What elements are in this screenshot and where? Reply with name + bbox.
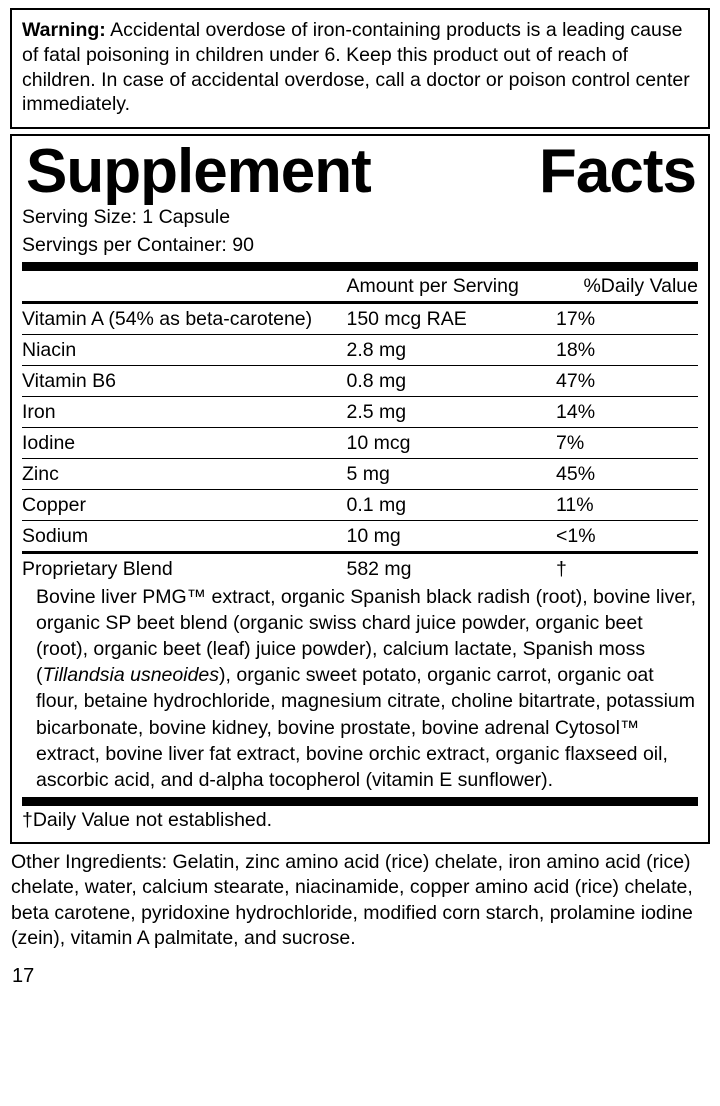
page-number: 17 — [12, 965, 35, 988]
supplement-facts-title-left: Supplement — [26, 137, 371, 206]
blend-name: Proprietary Blend — [22, 557, 173, 580]
daily-value-note: †Daily Value not established. — [22, 808, 273, 831]
table-row — [22, 365, 698, 396]
blend-description-italic: Tillandsia usneoides — [42, 664, 220, 687]
nutrient-rows — [22, 304, 698, 551]
divider-thick-bottom — [22, 797, 698, 806]
table-row — [22, 554, 698, 584]
table-row — [22, 396, 698, 427]
header-nutrient — [22, 271, 346, 301]
supplement-facts-title-right: Facts — [539, 137, 696, 206]
nutrient-dv: 18% — [556, 334, 698, 365]
warning-box — [10, 8, 710, 129]
nutrition-table — [22, 271, 698, 301]
table-row — [22, 489, 698, 520]
divider-thick-top — [22, 262, 698, 271]
nutrient-amount: 0.1 mg — [346, 489, 556, 520]
nutrient-dv: 17% — [556, 307, 596, 330]
nutrient-amount: 2.8 mg — [346, 334, 556, 365]
table-row — [22, 427, 698, 458]
nutrient-name: Sodium — [22, 520, 346, 551]
nutrient-dv: 11% — [556, 489, 698, 520]
other-ingredients: Other Ingredients: Gelatin, zinc amino acid (rice) chelate, iron amino acid (rice) chelate, water, calcium stearate, niacinamide, copper amino acid (rice) chelate, beta carotene, pyridoxine hydrochloride, modified corn starch, prolamine iodine (zein), vitamin A palmitate, and sucrose. — [11, 850, 693, 949]
table-row — [22, 304, 698, 335]
nutrient-name: Iodine — [22, 427, 346, 458]
nutrient-amount: 150 mcg RAE — [346, 307, 467, 330]
nutrient-dv: 47% — [556, 365, 698, 396]
nutrient-dv: 7% — [556, 427, 698, 458]
nutrient-name: Iron — [22, 396, 346, 427]
nutrient-dv: 14% — [556, 396, 698, 427]
header-amount-per-serving: Amount per Serving — [346, 274, 519, 297]
nutrient-name: Vitamin B6 — [22, 365, 346, 396]
table-row — [22, 458, 698, 489]
serving-size: Serving Size: 1 Capsule — [22, 206, 231, 229]
blend-description-part2: ), organic sweet potato, organic carrot, organic oat flour, betaine hydrochloride, magnesium citrate, choline bitartrate, potassium bicarbonate, bovine kidney, bovine prostate, bovine adrenal Cytosol™ extract, bovine liver fat extract, bovine orchic extract, organic flaxseed oil, ascorbic acid, and d-alpha tocopherol (vitamin E sunflower). — [36, 664, 696, 791]
proprietary-blend-row — [22, 554, 698, 584]
nutrient-name: Niacin — [22, 334, 346, 365]
blend-dv: † — [556, 557, 567, 580]
nutrient-name: Copper — [22, 489, 346, 520]
table-header-row — [22, 271, 698, 301]
supplement-facts-panel — [10, 134, 710, 844]
blend-amount: 582 mg — [346, 557, 412, 580]
nutrient-amount: 0.8 mg — [346, 365, 556, 396]
table-row — [22, 520, 698, 551]
nutrient-amount: 10 mg — [346, 520, 556, 551]
nutrient-name: Vitamin A (54% as beta-carotene) — [22, 307, 313, 330]
warning-label: Warning: — [22, 19, 106, 41]
nutrient-amount: 10 mcg — [346, 427, 556, 458]
nutrient-dv: 45% — [556, 458, 698, 489]
nutrient-dv: <1% — [556, 520, 698, 551]
supplement-facts-title — [22, 137, 698, 206]
header-daily-value: %Daily Value — [583, 274, 698, 297]
table-row — [22, 334, 698, 365]
nutrient-name: Zinc — [22, 458, 346, 489]
nutrient-amount: 5 mg — [346, 458, 556, 489]
servings-per-container: Servings per Container: 90 — [22, 233, 254, 256]
blend-description-part1: Bovine liver PMG™ extract, organic Spanish black radish (root), bovine liver, organic SP beet blend (organic swiss chard juice powder, organic beet (root), organic beet (leaf) juice powder), calcium lactate, Spanish moss ( — [36, 585, 697, 687]
warning-text: Accidental overdose of iron-containing products is a leading cause of fatal poisoning in children under 6. Keep this product out of reach of children. In case of accidental overdose, call a doctor or poison control center immediately. — [22, 19, 690, 116]
nutrient-amount: 2.5 mg — [346, 396, 556, 427]
blend-description — [22, 584, 698, 797]
